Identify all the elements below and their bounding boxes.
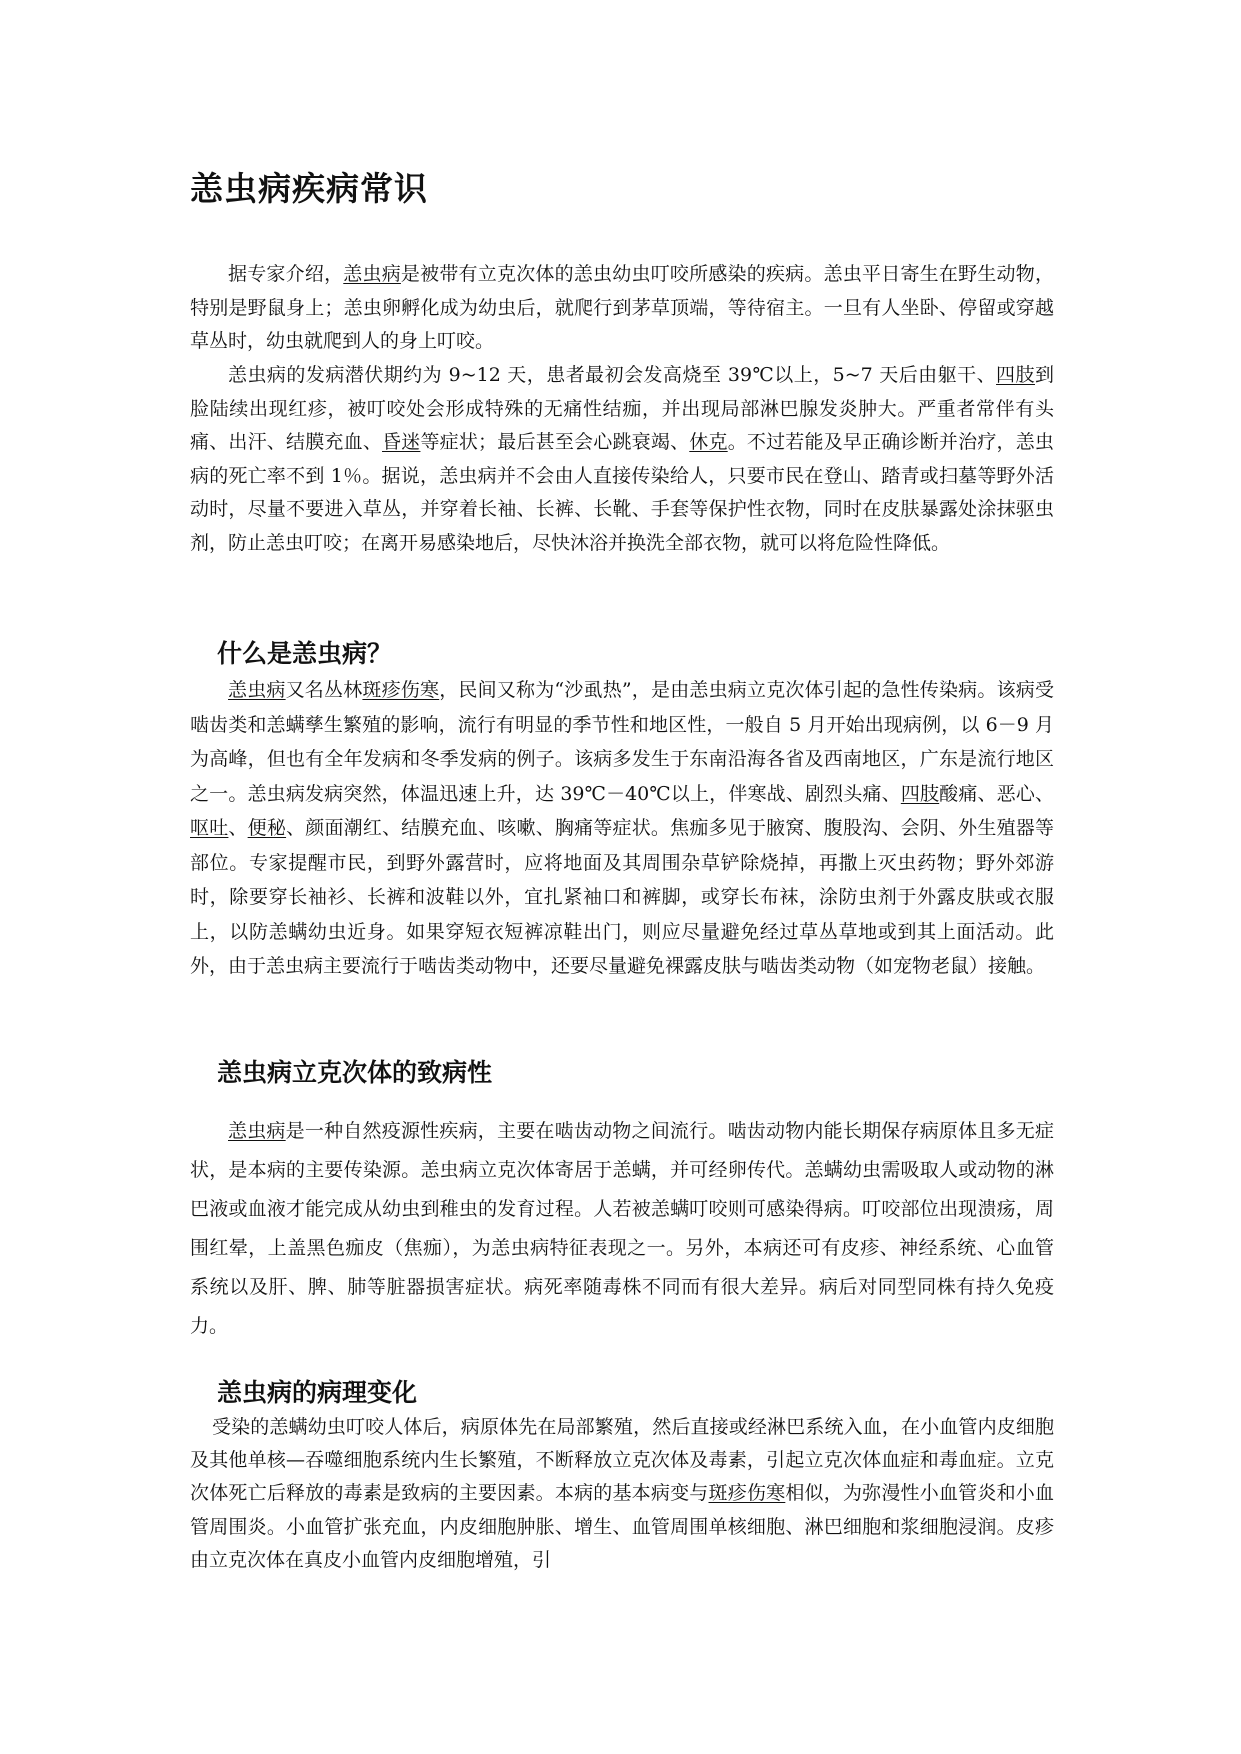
text-span: 相似，为弥漫性小血管炎和小血管周围炎。小血管扩张充血，内皮细胞肿胀、增生、血管周围单核细胞、淋巴细胞和浆细胞浸润。皮疹由立克次体在真皮小血管内皮细胞增殖，引: [190, 1482, 1054, 1571]
link-tsutsugamushi[interactable]: 恙虫病: [228, 679, 286, 701]
text-span: 又名丛林: [285, 679, 363, 701]
text-span: ，民间又称为“沙虱热”，是由恙虫病立克次体引起的急性传染病。该病受啮齿类和恙螨孳生繁殖的影响，流行有明显的季节性和地区性，一般自 5 月开始出现病例，以 6－9 月为高峰，但也有全年发病和冬季发病的例子。该病多发生于东南沿海各省及西南地区，广东是流行地区之一。恙虫病发病突然，体温迅速上升，达 39℃－40℃以上，伴寒战、剧烈头痛、: [190, 679, 1054, 805]
link-coma[interactable]: 昏迷: [382, 431, 421, 454]
document-title: 恙虫病疾病常识: [190, 169, 428, 208]
section-heading-what-is: 什么是恙虫病？: [217, 639, 393, 668]
text-span: 是一种自然疫源性疾病，主要在啮齿动物之间流行。啮齿动物内能长期保存病原体且多无症状，是本病的主要传染源。恙虫病立克次体寄居于恙螨，并可经卵传代。恙螨幼虫需吸取人或动物的淋巴液或血液才能完成从幼虫到稚虫的发育过程。人若被恙螨叮咬则可感染得病。叮咬部位出现溃疡，周围红晕，上盖黑色痂皮（焦痂），为恙虫病特征表现之一。另外，本病还可有皮疹、神经系统、心血管系统以及肝、脾、肺等脏器损害症状。病死率随毒株不同而有很大差异。病后对同型同株有持久免疫力。: [190, 1120, 1054, 1337]
intro-paragraph-1: [190, 258, 1054, 359]
link-constipation[interactable]: 便秘: [247, 817, 287, 839]
link-tsutsugamushi[interactable]: 恙虫病: [228, 1120, 286, 1142]
text-span: 。不过若能及早正确诊断并治疗，恙虫病的死亡率不到 1％。据说，恙虫病并不会由人直接传染给人，只要市民在登山、踏青或扫墓等野外活动时，尽量不要进入草丛，并穿着长袖、长裤、长靴、手套等保护性衣物，同时在皮肤暴露处涂抹驱虫剂，防止恙虫叮咬；在离开易感染地后，尽快沐浴并换洗全部衣物，就可以将危险性降低。: [190, 431, 1054, 554]
link-typhus[interactable]: 斑疹伤寒: [708, 1482, 786, 1505]
text-span: 等症状；最后甚至会心跳衰竭、: [420, 431, 690, 454]
intro-paragraph-2: [190, 359, 1054, 561]
section-heading-pathology: 恙虫病的病理变化: [217, 1378, 418, 1407]
text-span: 受染的恙螨幼虫叮咬人体后，病原体先在局部繁殖，然后直接或经淋巴系统入血，在小血管内皮细胞及其他单核—吞噬细胞系统内生长繁殖，不断释放立克次体及毒素，引起立克次体血症和毒血症。立克次体死亡后释放的毒素是致病的主要因素。本病的基本病变与: [190, 1416, 1054, 1505]
section3-paragraph: [190, 1411, 1054, 1577]
section-heading-pathogenicity: 恙虫病立克次体的致病性: [217, 1058, 493, 1087]
text-span: 据专家介绍，: [228, 263, 344, 285]
section2-paragraph: [190, 1112, 1054, 1346]
link-vomit[interactable]: 呕吐: [190, 817, 229, 839]
link-shock[interactable]: 休克: [689, 431, 728, 454]
section1-paragraph: [190, 673, 1054, 984]
text-span: 恙虫病的发病潜伏期约为 9~12 天，患者最初会发高烧至 39℃以上，5~7 天后由躯干、: [228, 364, 997, 386]
text-span: 是被带有立克次体的恙虫幼虫叮咬所感染的疾病。恙虫平日寄生在野生动物，特别是野鼠身上；恙虫卵孵化成为幼虫后，就爬行到茅草顶端，等待宿主。一旦有人坐卧、停留或穿越草丛时，幼虫就爬到人的身上叮咬。: [190, 263, 1054, 353]
text-span: 到脸陆续出现红疹，被叮咬处会形成特殊的无痛性结痂，并出现局部淋巴腺发炎肿大。严重者常伴有头痛、出汗、结膜充血、: [190, 364, 1054, 454]
text-span: 酸痛、恶心、: [939, 782, 1054, 805]
text-span: 、: [228, 817, 248, 839]
link-tsutsugamushi[interactable]: 恙虫病: [343, 263, 401, 285]
link-limbs[interactable]: 四肢: [900, 782, 940, 805]
link-limbs[interactable]: 四肢: [996, 364, 1035, 386]
text-span: 、颜面潮红、结膜充血、咳嗽、胸痛等症状。焦痂多见于腋窝、腹股沟、会阴、外生殖器等部位。专家提醒市民，到野外露营时，应将地面及其周围杂草铲除烧掉，再撒上灭虫药物；野外郊游时，除要穿长袖衫、长裤和波鞋以外，宜扎紧袖口和裤脚，或穿长布袜，涂防虫剂于外露皮肤或衣服上，以防恙螨幼虫近身。如果穿短衣短裤凉鞋出门，则应尽量避免经过草丛草地或到其上面活动。此外，由于恙虫病主要流行于啮齿类动物中，还要尽量避免裸露皮肤与啮齿类动物（如宠物老鼠）接触。: [190, 817, 1054, 977]
link-typhus[interactable]: 斑疹伤寒: [362, 679, 440, 701]
